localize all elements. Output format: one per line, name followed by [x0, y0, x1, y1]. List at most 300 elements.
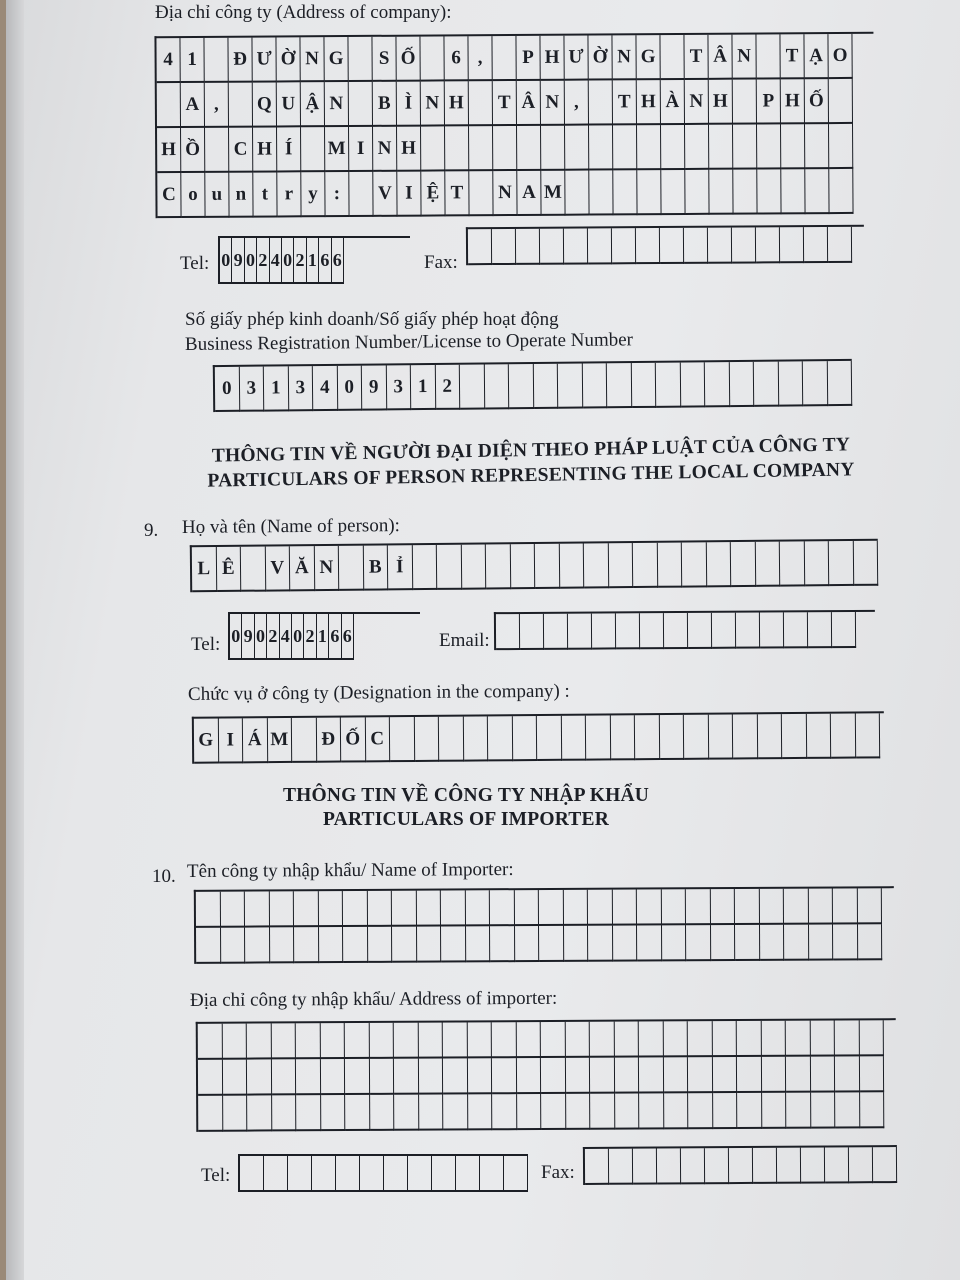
- char-box[interactable]: [294, 891, 319, 927]
- char-box[interactable]: 6: [342, 614, 354, 660]
- char-box[interactable]: [247, 1023, 272, 1059]
- char-box[interactable]: [786, 1021, 811, 1057]
- char-box[interactable]: Ì: [397, 82, 421, 127]
- char-box[interactable]: [394, 1095, 419, 1131]
- char-box[interactable]: [441, 926, 466, 962]
- char-box[interactable]: [760, 612, 784, 648]
- char-box[interactable]: [370, 1095, 395, 1131]
- char-box[interactable]: [613, 170, 637, 215]
- char-box[interactable]: 2: [267, 614, 279, 660]
- char-box[interactable]: [492, 1094, 517, 1130]
- char-box[interactable]: [849, 1147, 873, 1183]
- char-box[interactable]: [437, 545, 462, 590]
- char-box[interactable]: [369, 1023, 394, 1059]
- char-box[interactable]: [514, 890, 539, 926]
- char-box[interactable]: [343, 927, 368, 963]
- char-box[interactable]: [296, 1059, 321, 1095]
- char-box[interactable]: [661, 125, 685, 170]
- char-box[interactable]: 4: [156, 38, 180, 83]
- char-box[interactable]: [539, 926, 564, 962]
- char-box[interactable]: H: [637, 80, 661, 125]
- char-box[interactable]: [660, 228, 684, 264]
- char-box[interactable]: 0: [255, 614, 267, 660]
- char-box[interactable]: [296, 1023, 321, 1059]
- char-box[interactable]: Ê: [216, 547, 241, 592]
- char-box[interactable]: À: [661, 80, 685, 125]
- char-box[interactable]: [781, 124, 805, 169]
- char-box[interactable]: [804, 541, 829, 586]
- company-fax-grid[interactable]: [466, 225, 864, 265]
- char-box[interactable]: Ồ: [181, 128, 205, 173]
- char-box[interactable]: [804, 227, 828, 263]
- char-box[interactable]: [345, 1059, 370, 1095]
- char-box[interactable]: [829, 169, 853, 214]
- char-box[interactable]: [825, 1147, 849, 1183]
- char-box[interactable]: [205, 128, 229, 173]
- char-box[interactable]: N: [325, 82, 349, 127]
- char-box[interactable]: [589, 170, 613, 215]
- char-box[interactable]: [466, 926, 491, 962]
- char-box[interactable]: [565, 1058, 590, 1094]
- char-box[interactable]: [637, 125, 661, 170]
- char-box[interactable]: [443, 1094, 468, 1130]
- char-box[interactable]: [828, 227, 852, 263]
- char-box[interactable]: Ư: [252, 37, 276, 82]
- char-box[interactable]: [682, 542, 707, 587]
- char-box[interactable]: I: [349, 127, 373, 172]
- char-box[interactable]: [688, 1057, 713, 1093]
- char-box[interactable]: [490, 890, 515, 926]
- char-box[interactable]: [345, 1095, 370, 1131]
- char-box[interactable]: [614, 1058, 639, 1094]
- char-box[interactable]: [710, 889, 735, 925]
- char-box[interactable]: 0: [230, 614, 242, 660]
- designation-grid[interactable]: [192, 711, 884, 763]
- char-box[interactable]: [421, 126, 445, 171]
- char-box[interactable]: [754, 362, 779, 407]
- char-box[interactable]: [582, 363, 607, 408]
- char-box[interactable]: T: [613, 80, 637, 125]
- char-box[interactable]: 1: [411, 365, 436, 410]
- char-box[interactable]: [348, 37, 372, 82]
- char-box[interactable]: 1: [317, 614, 329, 660]
- char-box[interactable]: Â: [708, 35, 732, 80]
- char-box[interactable]: [786, 1093, 811, 1129]
- char-box[interactable]: 3: [239, 367, 264, 412]
- char-box[interactable]: [157, 83, 181, 128]
- char-box[interactable]: [729, 362, 754, 407]
- char-box[interactable]: [803, 361, 828, 406]
- char-box[interactable]: [859, 1056, 884, 1092]
- char-box[interactable]: [637, 170, 661, 215]
- char-box[interactable]: C: [157, 173, 181, 218]
- char-box[interactable]: [469, 171, 493, 216]
- char-box[interactable]: [805, 169, 829, 214]
- char-box[interactable]: [392, 927, 417, 963]
- char-box[interactable]: [445, 126, 469, 171]
- char-box[interactable]: [688, 1093, 713, 1129]
- char-box[interactable]: [418, 1023, 443, 1059]
- char-box[interactable]: [416, 891, 441, 927]
- char-box[interactable]: [467, 1022, 492, 1058]
- char-box[interactable]: r: [277, 172, 301, 217]
- char-box[interactable]: [733, 170, 757, 215]
- char-box[interactable]: [633, 543, 658, 588]
- char-box[interactable]: A: [181, 83, 205, 128]
- char-box[interactable]: Đ: [316, 718, 341, 763]
- char-box[interactable]: S: [372, 37, 396, 82]
- char-box[interactable]: [706, 542, 731, 587]
- char-box[interactable]: [782, 714, 807, 759]
- char-box[interactable]: [753, 1148, 777, 1184]
- char-box[interactable]: [705, 362, 730, 407]
- char-box[interactable]: G: [636, 35, 660, 80]
- char-box[interactable]: [196, 892, 221, 928]
- char-box[interactable]: [612, 228, 636, 264]
- char-box[interactable]: [412, 545, 437, 590]
- char-box[interactable]: Ă: [290, 546, 315, 591]
- char-box[interactable]: Ạ: [804, 34, 828, 79]
- company-address-grid[interactable]: [154, 32, 874, 218]
- char-box[interactable]: [565, 171, 589, 216]
- license-number-grid[interactable]: [213, 359, 852, 412]
- char-box[interactable]: [241, 547, 266, 592]
- char-box[interactable]: [320, 1059, 345, 1095]
- char-box[interactable]: [592, 613, 616, 649]
- char-box[interactable]: [811, 1092, 836, 1128]
- char-box[interactable]: [873, 1147, 897, 1183]
- char-box[interactable]: [777, 1148, 801, 1184]
- char-box[interactable]: Q: [253, 82, 277, 127]
- char-box[interactable]: [609, 1149, 633, 1185]
- char-box[interactable]: [737, 1093, 762, 1129]
- char-box[interactable]: [486, 544, 511, 589]
- char-box[interactable]: [607, 363, 632, 408]
- char-box[interactable]: [733, 80, 757, 125]
- char-box[interactable]: [408, 1156, 432, 1192]
- char-box[interactable]: [737, 1057, 762, 1093]
- char-box[interactable]: N: [373, 127, 397, 172]
- char-box[interactable]: N: [685, 80, 709, 125]
- char-box[interactable]: [564, 926, 589, 962]
- char-box[interactable]: [614, 1022, 639, 1058]
- char-box[interactable]: [222, 1060, 247, 1096]
- char-box[interactable]: [492, 1022, 517, 1058]
- char-box[interactable]: [827, 361, 852, 406]
- char-box[interactable]: [269, 891, 294, 927]
- char-box[interactable]: I: [218, 718, 243, 763]
- char-box[interactable]: Ố: [396, 37, 420, 82]
- char-box[interactable]: [467, 1058, 492, 1094]
- char-box[interactable]: H: [445, 81, 469, 126]
- char-box[interactable]: [345, 1023, 370, 1059]
- char-box[interactable]: 2: [435, 365, 460, 410]
- char-box[interactable]: [272, 1095, 297, 1131]
- char-box[interactable]: ,: [565, 81, 589, 126]
- char-box[interactable]: [488, 716, 513, 761]
- char-box[interactable]: [712, 613, 736, 649]
- char-box[interactable]: [712, 1057, 737, 1093]
- char-box[interactable]: 4: [280, 614, 292, 660]
- char-box[interactable]: [320, 1023, 345, 1059]
- char-box[interactable]: [504, 1156, 528, 1192]
- char-box[interactable]: 0: [282, 238, 294, 284]
- char-box[interactable]: [460, 364, 485, 409]
- char-box[interactable]: [496, 614, 520, 650]
- char-box[interactable]: P: [757, 79, 781, 124]
- char-box[interactable]: N: [421, 81, 445, 126]
- char-box[interactable]: [829, 79, 853, 124]
- char-box[interactable]: L: [192, 547, 217, 592]
- char-box[interactable]: [662, 925, 687, 961]
- char-box[interactable]: u: [205, 173, 229, 218]
- char-box[interactable]: V: [373, 172, 397, 217]
- char-box[interactable]: [681, 1148, 705, 1184]
- char-box[interactable]: [196, 928, 221, 964]
- person-name-grid[interactable]: [190, 539, 878, 593]
- char-box[interactable]: [204, 38, 228, 83]
- char-box[interactable]: [520, 614, 544, 650]
- char-box[interactable]: [855, 713, 880, 758]
- char-box[interactable]: [198, 1060, 223, 1096]
- char-box[interactable]: [735, 889, 760, 925]
- char-box[interactable]: [711, 925, 736, 961]
- char-box[interactable]: [492, 1058, 517, 1094]
- char-box[interactable]: :: [325, 172, 349, 217]
- char-box[interactable]: 1: [180, 38, 204, 83]
- char-box[interactable]: [493, 126, 517, 171]
- char-box[interactable]: [809, 924, 834, 960]
- char-box[interactable]: [301, 127, 325, 172]
- char-box[interactable]: [541, 1058, 566, 1094]
- char-box[interactable]: [661, 170, 685, 215]
- char-box[interactable]: [784, 612, 808, 648]
- char-box[interactable]: ,: [205, 83, 229, 128]
- char-box[interactable]: [443, 1022, 468, 1058]
- char-box[interactable]: [759, 889, 784, 925]
- char-box[interactable]: [786, 1057, 811, 1093]
- company-tel-grid[interactable]: [218, 236, 410, 284]
- char-box[interactable]: [349, 82, 373, 127]
- char-box[interactable]: 0: [220, 238, 232, 284]
- char-box[interactable]: [463, 716, 488, 761]
- char-box[interactable]: [439, 717, 464, 762]
- char-box[interactable]: [417, 927, 442, 963]
- char-box[interactable]: H: [781, 79, 805, 124]
- char-box[interactable]: [544, 614, 568, 650]
- char-box[interactable]: [808, 612, 832, 648]
- char-box[interactable]: [220, 892, 245, 928]
- char-box[interactable]: [660, 35, 684, 80]
- char-box[interactable]: [784, 889, 809, 925]
- char-box[interactable]: [588, 890, 613, 926]
- char-box[interactable]: [247, 1095, 272, 1131]
- char-box[interactable]: N: [314, 546, 339, 591]
- char-box[interactable]: o: [181, 173, 205, 218]
- char-box[interactable]: [360, 1156, 384, 1192]
- char-box[interactable]: [639, 1021, 664, 1057]
- char-box[interactable]: H: [540, 36, 564, 81]
- char-box[interactable]: [229, 83, 253, 128]
- char-box[interactable]: Ậ: [301, 82, 325, 127]
- char-box[interactable]: [245, 891, 270, 927]
- char-box[interactable]: T: [684, 35, 708, 80]
- char-box[interactable]: Ố: [805, 79, 829, 124]
- char-box[interactable]: [336, 1156, 360, 1192]
- char-box[interactable]: [222, 1024, 247, 1060]
- char-box[interactable]: [512, 716, 537, 761]
- char-box[interactable]: [559, 544, 584, 589]
- char-box[interactable]: [833, 924, 858, 960]
- char-box[interactable]: [198, 1096, 223, 1132]
- char-box[interactable]: [296, 1095, 321, 1131]
- char-box[interactable]: [588, 926, 613, 962]
- char-box[interactable]: [608, 543, 633, 588]
- char-box[interactable]: [712, 1021, 737, 1057]
- char-box[interactable]: [490, 926, 515, 962]
- char-box[interactable]: [808, 888, 833, 924]
- char-box[interactable]: [432, 1156, 456, 1192]
- char-box[interactable]: [733, 125, 757, 170]
- char-box[interactable]: [833, 888, 858, 924]
- char-box[interactable]: C: [365, 717, 390, 762]
- char-box[interactable]: [517, 1094, 542, 1130]
- char-box[interactable]: ,: [468, 36, 492, 81]
- char-box[interactable]: [663, 1057, 688, 1093]
- char-box[interactable]: [492, 229, 516, 265]
- char-box[interactable]: [517, 126, 541, 171]
- char-box[interactable]: [223, 1096, 248, 1132]
- char-box[interactable]: Í: [277, 127, 301, 172]
- char-box[interactable]: [713, 1093, 738, 1129]
- char-box[interactable]: [465, 890, 490, 926]
- char-box[interactable]: [312, 1156, 336, 1192]
- char-box[interactable]: [709, 125, 733, 170]
- char-box[interactable]: [755, 542, 780, 587]
- char-box[interactable]: H: [253, 127, 277, 172]
- char-box[interactable]: Ố: [341, 717, 366, 762]
- char-box[interactable]: [270, 927, 295, 963]
- char-box[interactable]: [468, 229, 492, 265]
- char-box[interactable]: Ờ: [588, 35, 612, 80]
- char-box[interactable]: [733, 714, 758, 759]
- char-box[interactable]: [565, 126, 589, 171]
- char-box[interactable]: [635, 715, 660, 760]
- char-box[interactable]: [737, 1021, 762, 1057]
- char-box[interactable]: [221, 928, 246, 964]
- char-box[interactable]: [684, 228, 708, 264]
- char-box[interactable]: [657, 1148, 681, 1184]
- char-box[interactable]: [835, 1092, 860, 1128]
- char-box[interactable]: [659, 715, 684, 760]
- char-box[interactable]: [735, 925, 760, 961]
- char-box[interactable]: N: [300, 37, 324, 82]
- char-box[interactable]: [806, 714, 831, 759]
- char-box[interactable]: [271, 1023, 296, 1059]
- char-box[interactable]: [418, 1059, 443, 1095]
- char-box[interactable]: [663, 1021, 688, 1057]
- char-box[interactable]: 9: [232, 238, 244, 284]
- char-box[interactable]: [688, 613, 712, 649]
- char-box[interactable]: [705, 1148, 729, 1184]
- char-box[interactable]: [516, 229, 540, 265]
- char-box[interactable]: [835, 1056, 860, 1092]
- char-box[interactable]: [589, 80, 613, 125]
- char-box[interactable]: [516, 1058, 541, 1094]
- char-box[interactable]: [539, 890, 564, 926]
- char-box[interactable]: U: [277, 82, 301, 127]
- char-box[interactable]: [636, 228, 660, 264]
- char-box[interactable]: [367, 891, 392, 927]
- importer-fax-grid[interactable]: [583, 1145, 897, 1185]
- char-box[interactable]: [857, 888, 882, 924]
- char-box[interactable]: B: [363, 545, 388, 590]
- char-box[interactable]: [321, 1095, 346, 1131]
- char-box[interactable]: O: [828, 34, 852, 79]
- char-box[interactable]: Ỉ: [388, 545, 413, 590]
- char-box[interactable]: [492, 36, 516, 81]
- char-box[interactable]: [610, 715, 635, 760]
- char-box[interactable]: [469, 81, 493, 126]
- char-box[interactable]: [656, 363, 681, 408]
- char-box[interactable]: [664, 613, 688, 649]
- char-box[interactable]: 9: [242, 614, 254, 660]
- char-box[interactable]: [709, 170, 733, 215]
- char-box[interactable]: [778, 361, 803, 406]
- char-box[interactable]: [661, 889, 686, 925]
- char-box[interactable]: [781, 169, 805, 214]
- char-box[interactable]: [829, 124, 853, 169]
- char-box[interactable]: [760, 925, 785, 961]
- char-box[interactable]: [801, 1147, 825, 1183]
- char-box[interactable]: [633, 1149, 657, 1185]
- char-box[interactable]: [590, 1058, 615, 1094]
- char-box[interactable]: [264, 1156, 288, 1192]
- char-box[interactable]: [731, 542, 756, 587]
- char-box[interactable]: 6: [329, 614, 341, 660]
- char-box[interactable]: [780, 227, 804, 263]
- char-box[interactable]: G: [194, 719, 219, 764]
- char-box[interactable]: 1: [307, 238, 319, 284]
- char-box[interactable]: [613, 926, 638, 962]
- char-box[interactable]: [615, 1094, 640, 1130]
- char-box[interactable]: [639, 1057, 664, 1093]
- char-box[interactable]: [762, 1093, 787, 1129]
- char-box[interactable]: M: [325, 127, 349, 172]
- char-box[interactable]: N: [612, 35, 636, 80]
- char-box[interactable]: [480, 1156, 504, 1192]
- char-box[interactable]: [271, 1059, 296, 1095]
- char-box[interactable]: [708, 228, 732, 264]
- char-box[interactable]: [319, 927, 344, 963]
- char-box[interactable]: [685, 125, 709, 170]
- char-box[interactable]: 6: [332, 238, 344, 284]
- char-box[interactable]: N: [541, 81, 565, 126]
- char-box[interactable]: [516, 1022, 541, 1058]
- char-box[interactable]: 4: [313, 366, 338, 411]
- char-box[interactable]: 0: [245, 238, 257, 284]
- char-box[interactable]: [419, 1095, 444, 1131]
- char-box[interactable]: [390, 717, 415, 762]
- char-box[interactable]: t: [253, 172, 277, 217]
- char-box[interactable]: [564, 228, 588, 264]
- char-box[interactable]: [761, 1057, 786, 1093]
- char-box[interactable]: [245, 927, 270, 963]
- char-box[interactable]: [343, 891, 368, 927]
- char-box[interactable]: [835, 1020, 860, 1056]
- char-box[interactable]: [292, 718, 317, 763]
- char-box[interactable]: M: [267, 718, 292, 763]
